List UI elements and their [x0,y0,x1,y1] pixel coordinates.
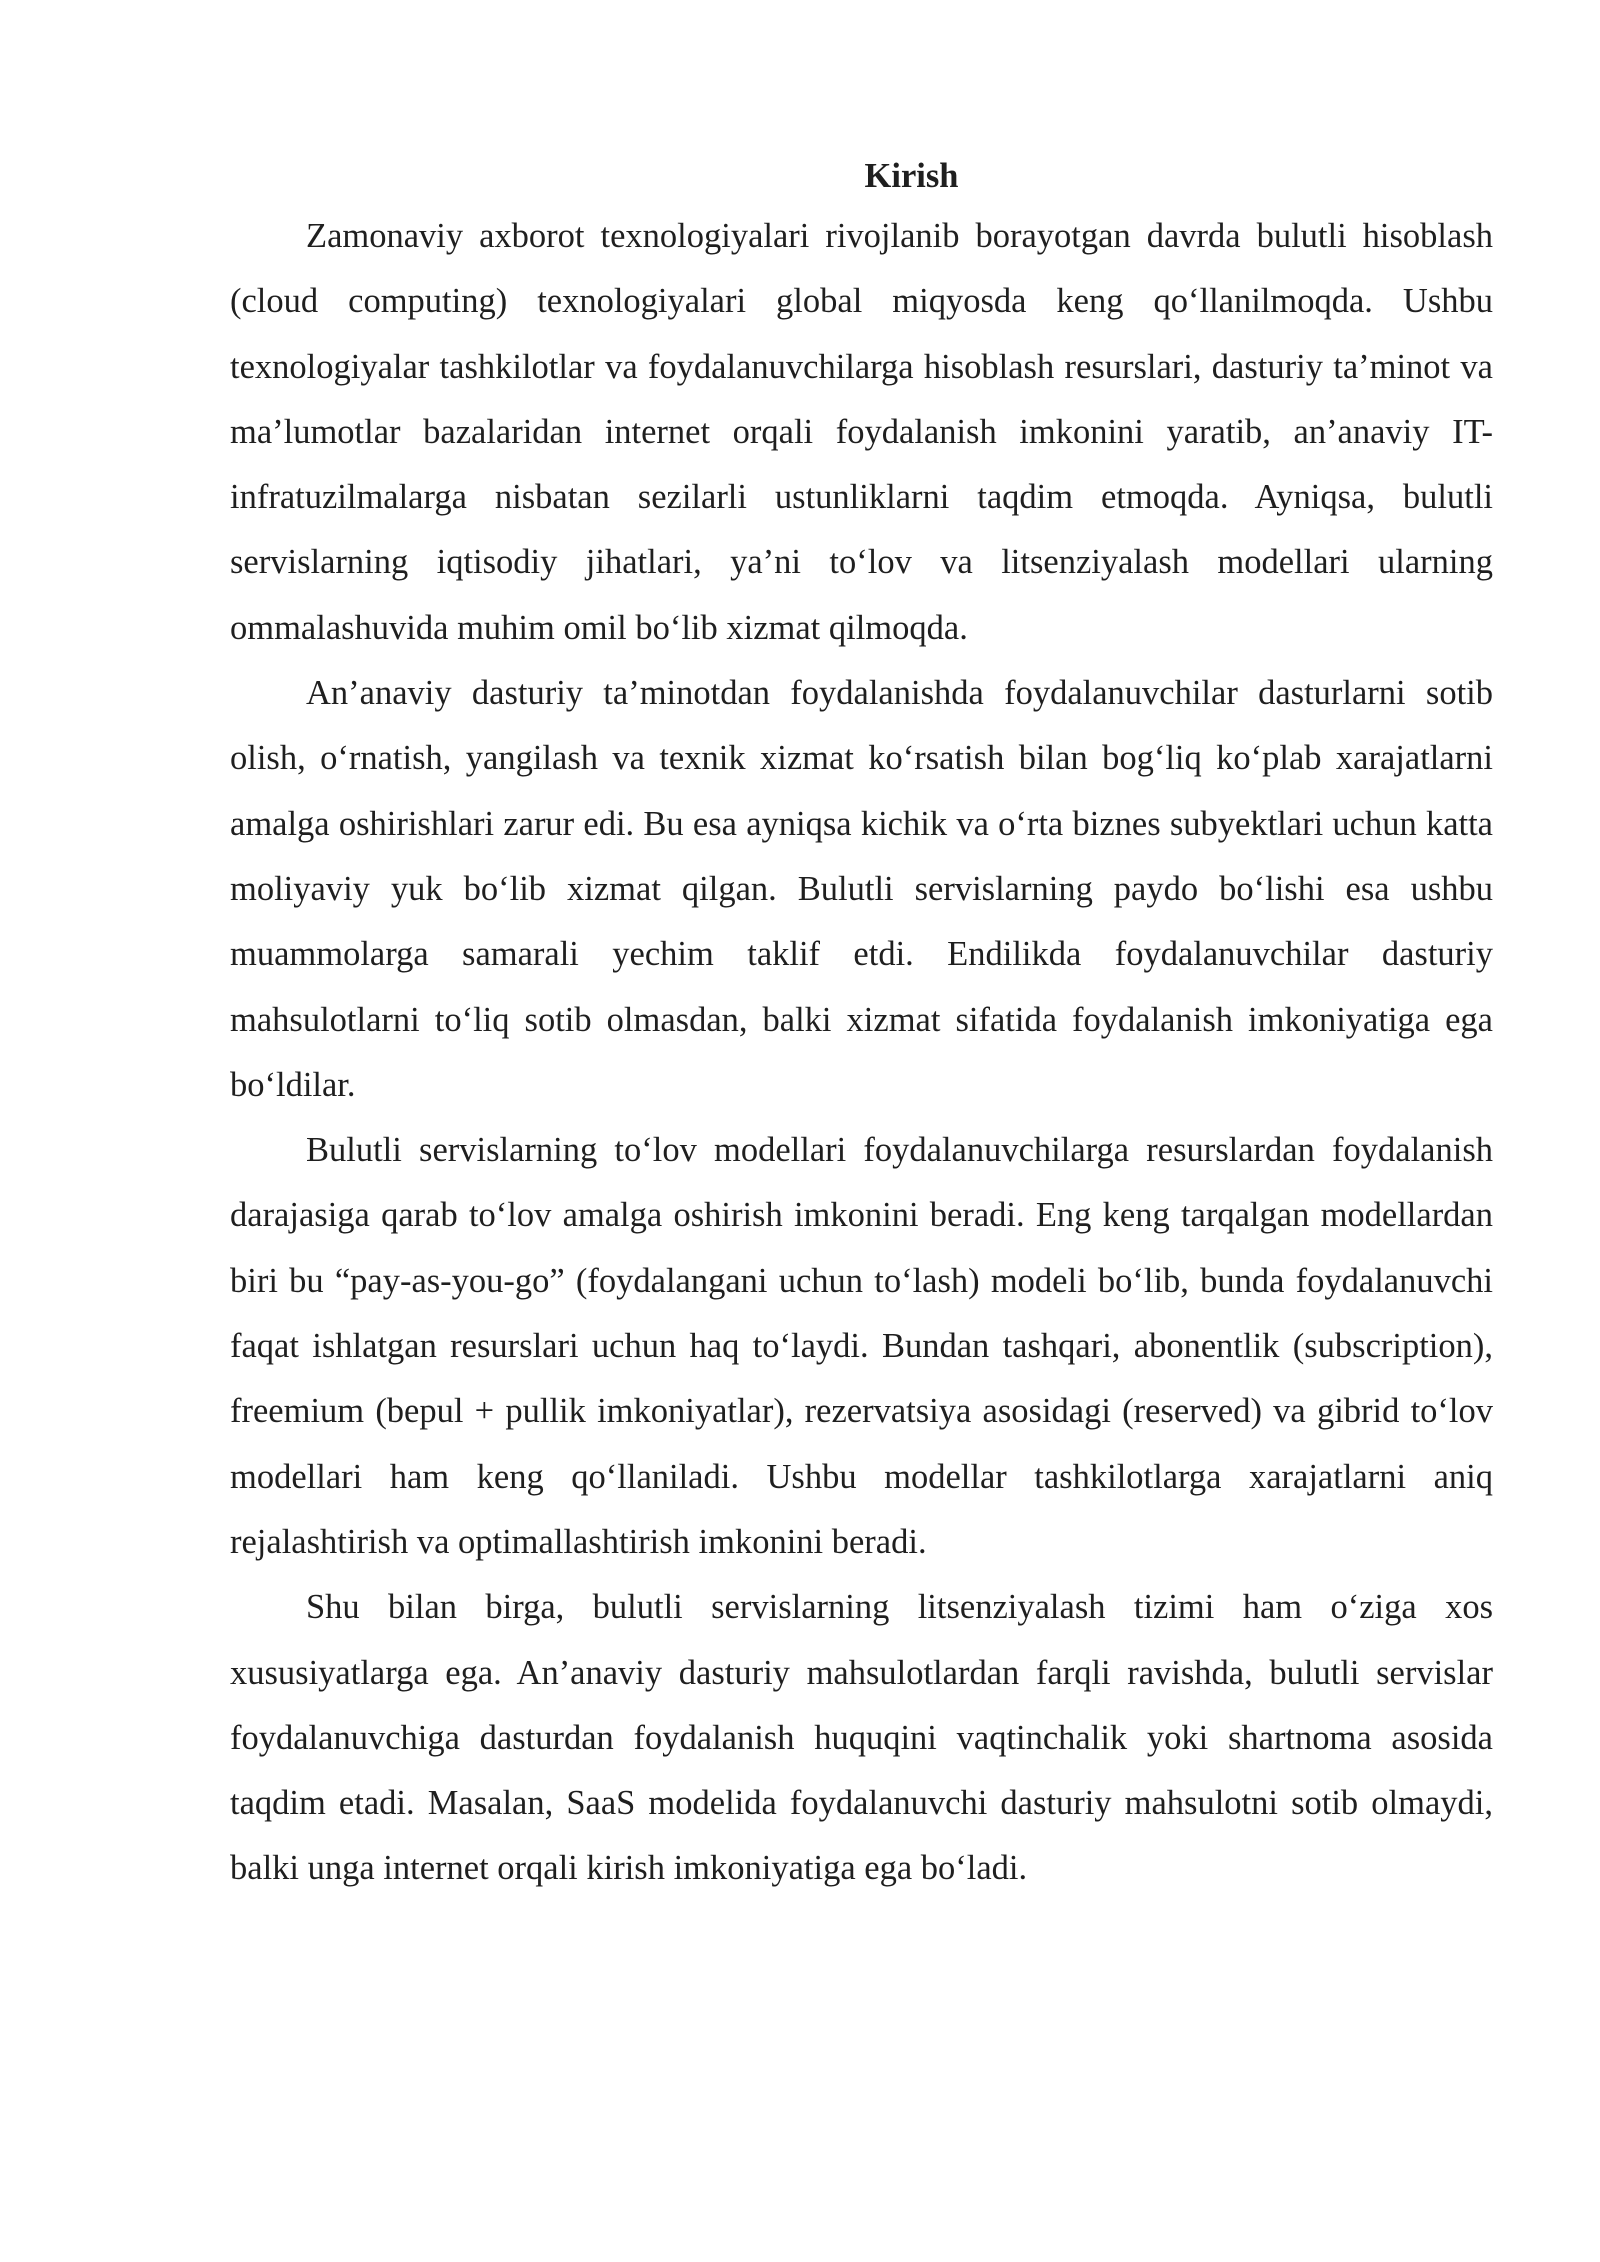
document-body [230,148,1493,1902]
page-title: Kirish [864,157,959,195]
paragraph-4: Shu bilan birga, bulutli servislarning litsenziyalash tizimi ham o‘ziga xos xususiyatlarga ega. An’anaviy dasturiy mahsulotlardan farqli ravishda, bulutli servislar foydalanuvchiga dasturdan foydalanish huquqini vaqtinchalik yoki shartnoma asosida taqdim etadi. Masalan, SaaS modelida foydalanuvchi dasturiy mahsulotni sotib olmaydi, balki unga internet orqali kirish imkoniyatiga ega bo‘ladi. [230,1588,1493,1888]
paragraph-3: Bulutli servislarning to‘lov modellari foydalanuvchilarga resurslardan foydalanish darajasiga qarab to‘lov amalga oshirish imkonini beradi. Eng keng tarqalgan modellardan biri bu “pay-as-you-go” (foydalangani uchun to‘lash) modeli bo‘lib, bunda foydalanuvchi faqat ishlatgan resurslari uchun haq to‘laydi. Bundan tashqari, abonentlik (subscription), freemium (bepul + pullik imkoniyatlar), rezervatsiya asosidagi (reserved) va gibrid to‘lov modellari ham keng qo‘llaniladi. Ushbu modellar tashkilotlarga xarajatlarni aniq rejalashtirish va optimallashtirish imkonini beradi. [230,1131,1493,1561]
paragraph-1: Zamonaviy axborot texnologiyalari rivojlanib borayotgan davrda bulutli hisoblash (cloud computing) texnologiyalari global miqyosda keng qo‘llanilmoqda. Ushbu texnologiyalar tashkilotlar va foydalanuvchilarga hisoblash resurslari, dasturiy ta’minot va ma’lumotlar bazalaridan internet orqali foydalanish imkonini yaratib, an’anaviy IT-infratuzilmalarga nisbatan sezilarli ustunliklarni taqdim etmoqda. Ayniqsa, bulutli servislarning iqtisodiy jihatlari, ya’ni to‘lov va litsenziyalash modellari ularning ommalashuvida muhim omil bo‘lib xizmat qilmoqda. [230,217,1493,647]
paragraph-2: An’anaviy dasturiy ta’minotdan foydalanishda foydalanuvchilar dasturlarni sotib olish, o‘rnatish, yangilash va texnik xizmat ko‘rsatish bilan bog‘liq ko‘plab xarajatlarni amalga oshirishlari zarur edi. Bu esa ayniqsa kichik va o‘rta biznes subyektlari uchun katta moliyaviy yuk bo‘lib xizmat qilgan. Bulutli servislarning paydo bo‘lishi esa ushbu muammolarga samarali yechim taklif etdi. Endilikda foydalanuvchilar dasturiy mahsulotlarni to‘liq sotib olmasdan, balki xizmat sifatida foydalanish imkoniyatiga ega bo‘ldilar. [230,674,1493,1104]
